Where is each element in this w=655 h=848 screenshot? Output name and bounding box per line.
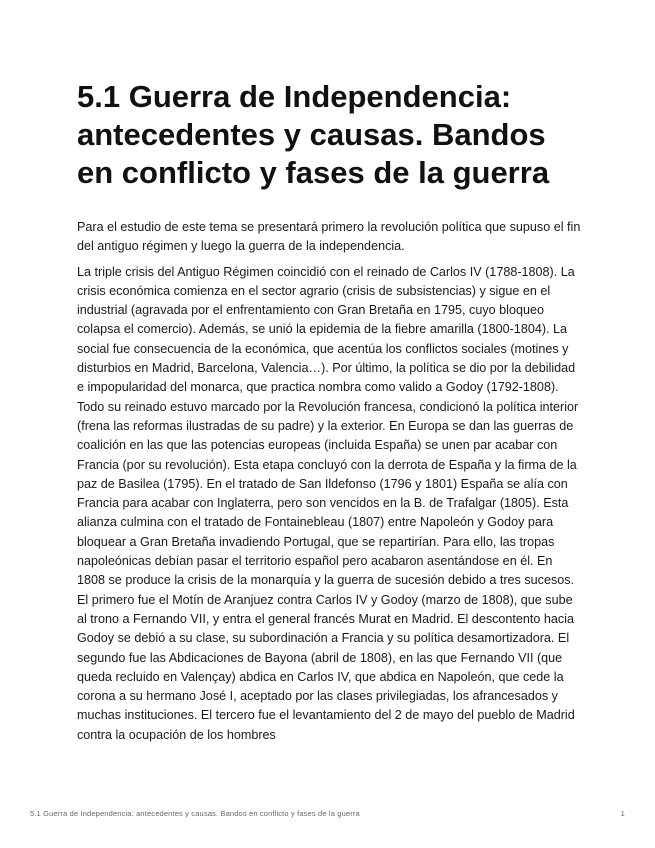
page-number: 1: [620, 809, 625, 818]
page-footer: [30, 809, 625, 821]
document-body: [77, 218, 582, 751]
footer-running-title: 5.1 Guerra de Independencia: antecedentes y causas. Bandos en conflicto y fases de la guerra: [30, 809, 360, 818]
body-paragraph: La triple crisis del Antiguo Régimen coincidió con el reinado de Carlos IV (1788-1808). La crisis económica comienza en el sector agrario (crisis de subsistencias) y sigue en el industrial (agravada por el enfrentamiento con Gran Bretaña en 1795, cuyo bloqueo colapsa el comercio). Además, se unió la epidemia de la fiebre amarilla (1800-1804). La social fue consecuencia de la económica, que acentúa los conflictos sociales (motines y disturbios en Madrid, Barcelona, Valencia…). Por último, la política se dio por la debilidad e impopularidad del monarca, que practica nombra como valido a Godoy (1792-1808). Todo su reinado estuvo marcado por la Revolución francesa, condicionó la política interior (frena las reformas ilustradas de su padre) y la exterior. En Europa se dan las guerras de coalición en las que las potencias europeas (incluida España) se unen par acabar con Francia (por su revolución). Esta etapa concluyó con la derrota de España y la firma de la paz de Basilea (1795). En el tratado de San Ildefonso (1796 y 1801) España se alía con Francia para acabar con Inglaterra, pero son vencidos en la B. de Trafalgar (1805). Esta alianza culmina con el tratado de Fontainebleau (1807) entre Napoleón y Godoy para bloquear a Gran Bretaña invadiendo Portugal, que se repartirían. Para ello, las tropas napoleónicas debían pasar el territorio español pero acabaron asentándose en él. En 1808 se produce la crisis de la monarquía y la guerra de sucesión debido a tres sucesos. El primero fue el Motín de Aranjuez contra Carlos IV y Godoy (marzo de 1808), que sube al trono a Fernando VII, y entra el general francés Murat en Madrid. El descontento hacia Godoy se debió a su clase, su subordinación a Francia y su política desamortizadora. El segundo fue las Abdicaciones de Bayona (abril de 1808), en las que Fernando VII (que queda recluido en Valençay) abdica en Carlos IV, que abdica en Napoleón, que cede la corona a su hermano José I, aceptado por las clases privilegiadas, los afrancesados y muchas instituciones. El tercero fue el levantamiento del 2 de mayo del pueblo de Madrid contra la ocupación de los hombres: [77, 264, 579, 742]
document-title: 5.1 Guerra de Independencia: antecedentes y causas. Bandos en conflicto y fases de la guerra: [77, 79, 550, 190]
intro-paragraph: Para el estudio de este tema se presentará primero la revolución política que supuso el fin del antiguo régimen y luego la guerra de la independencia.: [77, 220, 581, 254]
